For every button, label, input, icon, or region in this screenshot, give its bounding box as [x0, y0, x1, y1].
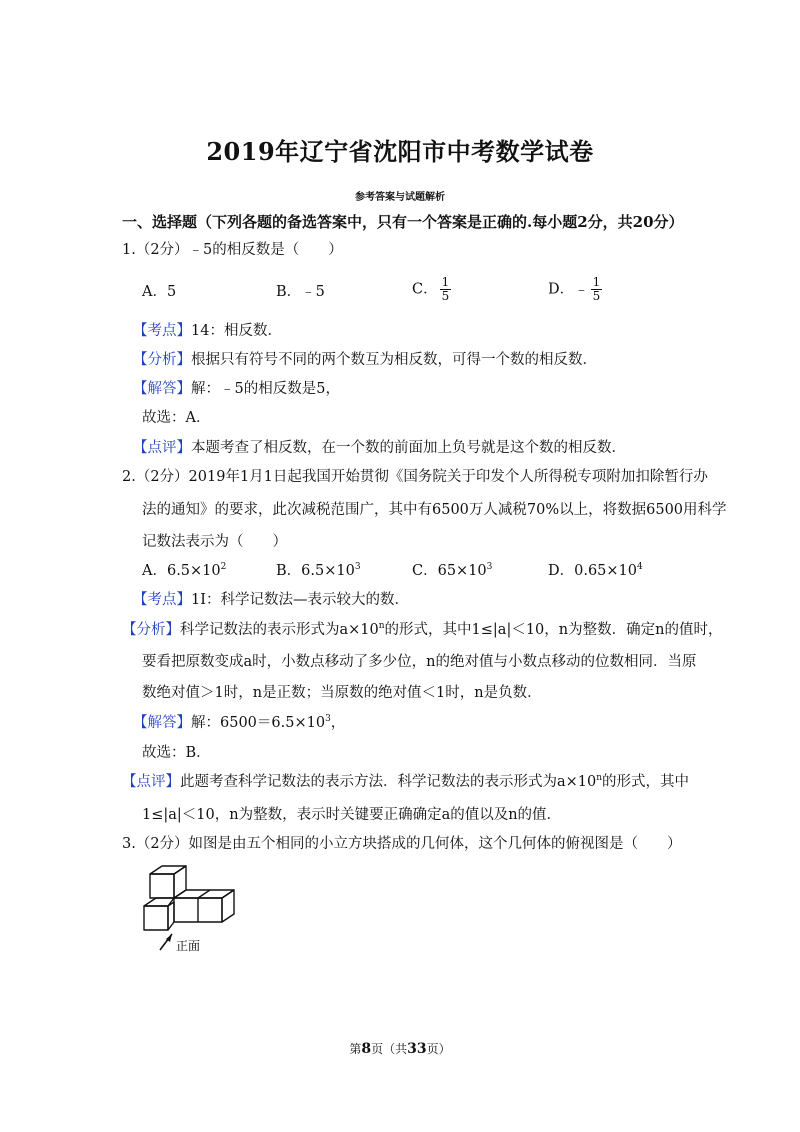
fenxi-tag: 【分析】 [133, 352, 191, 368]
row-side-face [222, 890, 234, 922]
fraction-denominator: 5 [441, 289, 450, 303]
q2-fenxi-line2: 要看把原数变成a时，小数点移动了多少位，n的绝对值与小数点移动的位数相同．当原 [142, 654, 697, 670]
option-text: A．6.5×10 [142, 563, 221, 579]
q1-option-d-label: D． [548, 281, 575, 298]
q2-kaodian [133, 590, 409, 610]
option-text: C．65×10 [412, 563, 487, 579]
jieda-text: 解：6500＝6.5×10 [191, 715, 326, 731]
exponent: 3 [325, 714, 331, 725]
footer-text: 页（共 [371, 1042, 408, 1056]
q3-stem: 3.（2分）如图是由五个相同的小立方块搭成的几何体，这个几何体的俯视图是（ ） [122, 836, 682, 852]
page-footer [0, 1040, 800, 1057]
q2-jieda [133, 713, 345, 733]
jieda-text: 解：﹣5的相反数是5， [191, 381, 340, 397]
front-cube-side-face [168, 902, 174, 930]
exponent: 4 [637, 562, 643, 573]
page-title: 2019年辽宁省沈阳市中考数学试卷 [206, 137, 594, 166]
page-number: 8 [361, 1041, 372, 1057]
page-subtitle: 参考答案与试题解析 [355, 192, 445, 203]
exponent: 2 [220, 562, 227, 573]
option-text: B．6.5×10 [276, 563, 355, 579]
q2-dianping-line1 [122, 772, 689, 792]
q1-option-b: B．﹣5 [276, 284, 325, 300]
q2-option-d [548, 561, 643, 581]
exponent: 3 [354, 562, 361, 573]
dianping-tag: 【点评】 [133, 440, 191, 456]
fenxi-text: 科学记数法的表示形式为a×10 [180, 622, 379, 638]
fraction-numerator: 1 [441, 275, 450, 289]
kaodian-tag: 【考点】 [133, 323, 191, 339]
jieda-text: ， [330, 715, 346, 731]
fraction-numerator: 1 [592, 275, 601, 289]
arrow-icon [160, 934, 172, 950]
kaodian-text: 1I：科学记数法—表示较大的数． [191, 592, 409, 608]
exponent: n [378, 621, 385, 632]
q1-option-c-label: C． [412, 281, 438, 298]
dianping-text: 本题考查了相反数，在一个数的前面加上负号就是这个数的相反数． [191, 440, 626, 456]
q2-option-a [142, 561, 226, 581]
q2-answer: 故选：B． [142, 745, 211, 761]
q1-option-a: A．5 [142, 284, 177, 300]
fraction-denominator: 5 [592, 289, 601, 303]
q1-fenxi [133, 350, 597, 370]
q2-fenxi-line1 [122, 620, 722, 640]
footer-text: 页） [426, 1042, 451, 1056]
q1-option-c-fraction [440, 276, 452, 303]
footer-text: 第 [349, 1042, 362, 1056]
dianping-tag: 【点评】 [122, 774, 180, 790]
jieda-tag: 【解答】 [133, 715, 191, 731]
dianping-text: 的形式，其中 [602, 774, 690, 790]
q2-dianping-line2: 1≤|a|＜10，n为整数，表示时关键要正确确定a的值以及n的值． [142, 807, 562, 823]
q2-stem-line1: 2.（2分）2019年1月1日起我国开始贯彻《国务院关于印发个人所得税专项附加扣除暂行办 [122, 469, 708, 485]
minus-sign: ﹣ [574, 281, 589, 298]
q2-option-b [276, 561, 361, 581]
q1-dianping [133, 438, 626, 458]
cube-figure [140, 862, 250, 954]
figure-label: 正面 [176, 939, 201, 953]
jieda-tag: 【解答】 [133, 381, 191, 397]
q1-option-c [412, 276, 451, 303]
q1-option-d [548, 276, 602, 303]
row-top-divider [198, 890, 210, 898]
fenxi-text: 的形式，其中1≤|a|＜10，n为整数．确定n的值时， [384, 622, 723, 638]
q1-stem: 1.（2分）﹣5的相反数是（ ） [122, 242, 343, 258]
q2-stem-line3: 记数法表示为（ ） [142, 534, 287, 550]
dianping-text: 此题考查科学记数法的表示方法．科学记数法的表示形式为a×10 [180, 774, 597, 790]
cube-front-face [150, 874, 174, 898]
kaodian-tag: 【考点】 [133, 592, 191, 608]
q1-kaodian [133, 321, 282, 341]
exponent: 3 [486, 562, 493, 573]
q2-option-c [412, 561, 492, 581]
q1-jieda [133, 379, 340, 399]
fenxi-tag: 【分析】 [122, 622, 180, 638]
front-cube-front-face [144, 906, 168, 930]
option-text: D．0.65×10 [548, 563, 638, 579]
q1-option-d-fraction [591, 276, 603, 303]
q1-answer: 故选：A． [142, 410, 211, 426]
fenxi-text: 根据只有符号不同的两个数互为相反数，可得一个数的相反数． [191, 352, 597, 368]
q2-stem-line2: 法的通知》的要求，此次减税范围广，其中有6500万人减税70%以上，将数据6500用科学 [142, 502, 727, 518]
kaodian-text: 14：相反数． [191, 323, 282, 339]
exponent: n [596, 773, 603, 784]
q2-fenxi-line3: 数绝对值＞1时，n是正数；当原数的绝对值＜1时，n是负数． [142, 685, 542, 701]
section-heading: 一、选择题（下列各题的备选答案中，只有一个答案是正确的.每小题2分，共20分） [122, 213, 684, 231]
page-total: 33 [407, 1041, 427, 1057]
